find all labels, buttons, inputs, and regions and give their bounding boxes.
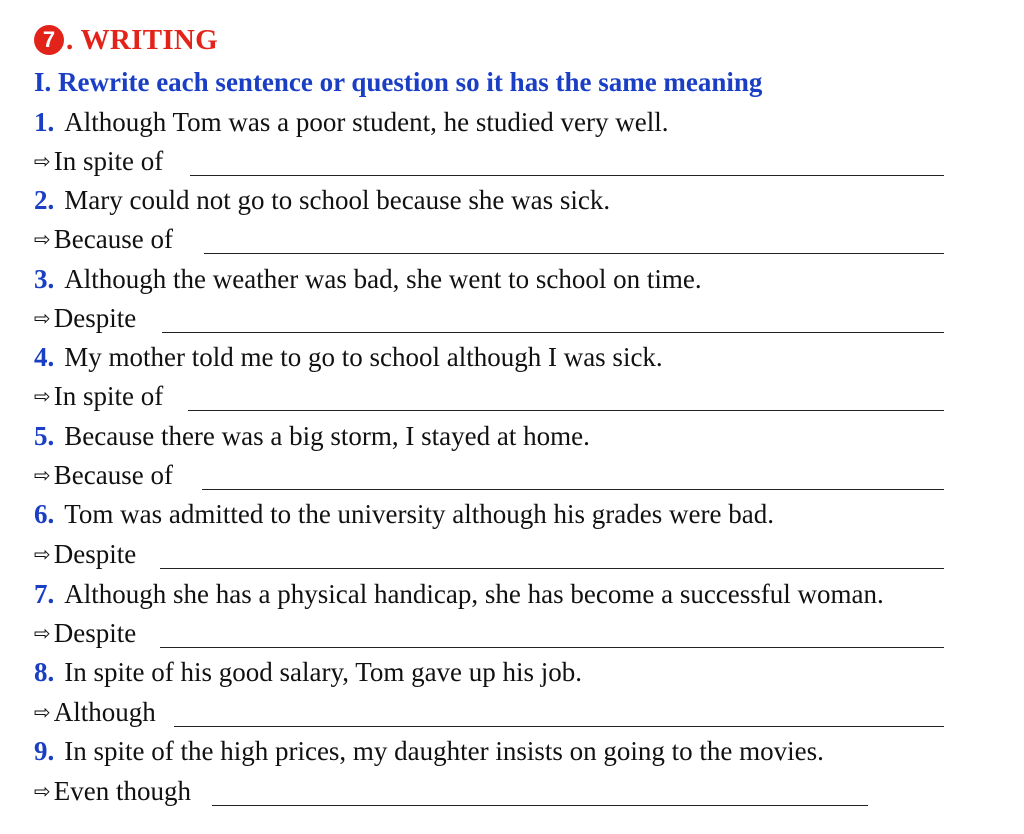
exercise-number: 2. [34,184,55,215]
exercise-number: 3. [34,263,55,294]
exercise-number: 6. [34,498,55,529]
answer-prompt-text: Because of [53,459,173,490]
section-number-badge: 7 [34,25,64,55]
exercise-sentence-text: Although Tom was a poor student, he studied very well. [64,106,669,137]
answer-prompt [34,376,163,416]
arrow-right-icon: ⇨ [34,621,51,645]
section-title-text: . WRITING [66,23,219,56]
arrow-right-icon: ⇨ [34,542,51,566]
arrow-right-icon: ⇨ [34,463,51,487]
answer-blank-line[interactable] [162,332,944,333]
answer-prompt [34,771,191,811]
exercise-sentence-text: Because there was a big storm, I stayed at home. [64,420,590,451]
arrow-right-icon: ⇨ [34,306,51,330]
exercise-sentence [34,337,663,377]
answer-blank-line[interactable] [202,489,944,490]
exercise-sentence-text: Although the weather was bad, she went to school on time. [64,263,702,294]
exercise-sentence-text: In spite of his good salary, Tom gave up his job. [64,656,583,687]
arrow-right-icon: ⇨ [34,227,51,251]
answer-blank-line[interactable] [212,805,868,806]
answer-prompt [34,219,173,259]
exercise-sentence [34,180,610,220]
answer-blank-line[interactable] [188,410,944,411]
answer-prompt-text: Because of [53,223,173,254]
answer-prompt [34,534,136,574]
arrow-right-icon: ⇨ [34,779,51,803]
exercise-sentence [34,102,669,142]
exercise-sentence-text: Although she has a physical handicap, she has become a successful woman. [64,578,884,609]
arrow-right-icon: ⇨ [34,384,51,408]
answer-prompt-text: Although [53,696,156,727]
exercise-sentence [34,416,590,456]
answer-prompt-text: In spite of [53,380,164,411]
exercise-number: 8. [34,656,55,687]
exercise-number: 7. [34,578,55,609]
arrow-right-icon: ⇨ [34,149,51,173]
exercise-sentence [34,652,582,692]
exercise-sentence-text: My mother told me to go to school although I was sick. [64,341,663,372]
exercise-number: 9. [34,735,55,766]
answer-prompt-text: In spite of [53,145,164,176]
answer-prompt [34,692,156,732]
answer-blank-line[interactable] [204,253,944,254]
exercise-sentence [34,731,824,771]
answer-prompt-text: Despite [53,538,137,569]
answer-blank-line[interactable] [160,647,944,648]
exercise-number: 4. [34,341,55,372]
answer-blank-line[interactable] [190,175,944,176]
exercise-number: 1. [34,106,55,137]
instruction-heading: I. Rewrite each sentence or question so it has the same meaning [34,66,763,97]
section-title [34,20,218,60]
exercise-sentence [34,259,702,299]
exercise-number: 5. [34,420,55,451]
answer-blank-line[interactable] [174,726,944,727]
exercise-sentence-text: Tom was admitted to the university although his grades were bad. [64,498,774,529]
exercise-sentence-text: Mary could not go to school because she was sick. [64,184,611,215]
arrow-right-icon: ⇨ [34,700,51,724]
answer-prompt [34,613,136,653]
answer-prompt [34,141,163,181]
exercise-sentence [34,494,774,534]
answer-prompt-text: Despite [53,617,137,648]
answer-prompt-text: Despite [53,302,137,333]
answer-prompt [34,455,173,495]
exercise-sentence [34,574,884,614]
exercise-sentence-text: In spite of the high prices, my daughter insists on going to the movies. [64,735,824,766]
answer-prompt-text: Even though [53,775,191,806]
answer-prompt [34,298,136,338]
answer-blank-line[interactable] [160,568,944,569]
